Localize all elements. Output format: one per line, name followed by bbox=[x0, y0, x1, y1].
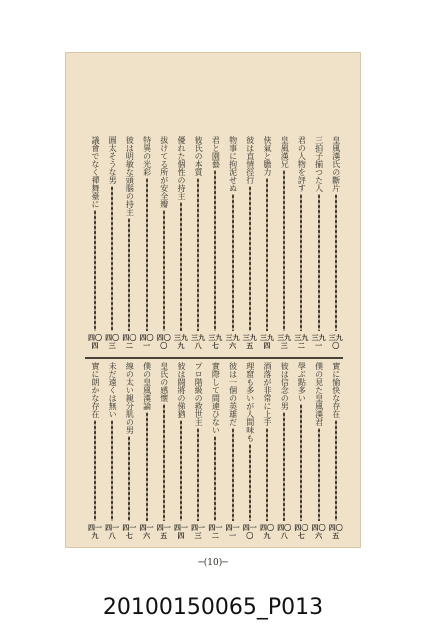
leader-dots bbox=[318, 194, 320, 331]
toc-entry-title: 皇風漢兄 bbox=[280, 136, 290, 168]
leader-dots bbox=[214, 170, 216, 331]
toc-entry-page: 四〇七 bbox=[294, 523, 309, 540]
leader-dots bbox=[283, 412, 285, 521]
toc-entry-title: 僕の見た皇風漢君 bbox=[314, 362, 324, 426]
toc-entry-page: 四〇五 bbox=[328, 523, 343, 540]
toc-entry-title: 拔けてる所が安全瓣 bbox=[159, 136, 169, 208]
toc-entry-page: 三九四 bbox=[259, 333, 274, 350]
toc-entry-page: 三九三 bbox=[277, 333, 292, 350]
toc-entry bbox=[85, 136, 102, 350]
leader-dots bbox=[335, 420, 337, 521]
toc-entry bbox=[291, 136, 308, 350]
toc-entry-page: 三九〇 bbox=[328, 333, 343, 350]
toc-entry bbox=[85, 362, 102, 540]
toc-entry-title: 彼は信念の男 bbox=[280, 362, 290, 410]
toc-entry-page: 四一一 bbox=[225, 523, 240, 540]
leader-dots bbox=[232, 194, 234, 331]
toc-entry-title: 未だ遠くは無い bbox=[108, 362, 118, 418]
toc-entry-title: 君と園藝 bbox=[211, 136, 221, 168]
leader-dots bbox=[128, 436, 130, 521]
toc-entry-title: 彼は明敏な頭腦の持主 bbox=[125, 136, 135, 216]
leader-dots bbox=[318, 428, 320, 521]
leader-dots bbox=[180, 202, 182, 331]
leader-dots bbox=[111, 186, 113, 331]
leader-dots bbox=[300, 194, 302, 331]
toc-entry-page: 四一〇 bbox=[242, 523, 257, 540]
toc-entry-title: 皇風漢氏の斷片 bbox=[331, 136, 341, 192]
section-divider bbox=[85, 357, 343, 359]
leader-dots bbox=[180, 420, 182, 521]
leader-dots bbox=[163, 404, 165, 521]
toc-entry-title: 酒落が非常に上手 bbox=[262, 362, 272, 426]
page-number: ─(10)─ bbox=[198, 558, 228, 568]
toc-entry-title: 僕の皇風漢論 bbox=[142, 362, 152, 410]
toc-entry-page: 三九七 bbox=[208, 333, 223, 350]
leader-dots bbox=[146, 178, 148, 331]
toc-entry-title: 圓太そうな男 bbox=[108, 136, 118, 184]
toc-entry-title: 皇氏の感懷 bbox=[159, 362, 169, 402]
toc-entry-title: 實に朗かな存在 bbox=[90, 362, 100, 418]
toc-entry-page: 四〇四 bbox=[87, 333, 102, 350]
toc-entry-title: 線の太い親分肌の男 bbox=[125, 362, 135, 434]
toc-entry-title: 優れた個性の持主 bbox=[176, 136, 186, 200]
leader-dots bbox=[197, 428, 199, 521]
leader-dots bbox=[232, 428, 234, 521]
toc-entry-page: 四一二 bbox=[208, 523, 223, 540]
leader-dots bbox=[249, 444, 251, 521]
document-page bbox=[65, 52, 361, 568]
leader-dots bbox=[94, 420, 96, 521]
toc-entry-page: 四〇九 bbox=[259, 523, 274, 540]
toc-entry-title: 彼は闘將の俤猶 bbox=[176, 362, 186, 418]
toc-entry-page: 四一九 bbox=[87, 523, 102, 540]
leader-dots bbox=[214, 436, 216, 521]
toc-entry-title: 學ぶ點多い bbox=[297, 362, 307, 402]
leader-dots bbox=[146, 412, 148, 521]
leader-dots bbox=[128, 218, 130, 331]
leader-dots bbox=[300, 404, 302, 521]
toc-entry-title: 彼は一個の英雄だ bbox=[228, 362, 238, 426]
toc-entry-page: 四〇二 bbox=[122, 333, 137, 350]
leader-dots bbox=[197, 178, 199, 331]
toc-entry-page: 四一六 bbox=[139, 523, 154, 540]
toc-section-lower bbox=[85, 362, 343, 540]
toc-entry-page: 四〇〇 bbox=[156, 333, 171, 350]
toc-entry-title: 彼は直情徑行 bbox=[245, 136, 255, 184]
leader-dots bbox=[163, 210, 165, 331]
toc-entry-page: 四一五 bbox=[156, 523, 171, 540]
toc-entry-title: 三拍子揃つた人 bbox=[314, 136, 324, 192]
leader-dots bbox=[335, 194, 337, 331]
toc-entry-page: 四〇八 bbox=[277, 523, 292, 540]
toc-entry-page: 三九九 bbox=[173, 333, 188, 350]
toc-entry-title: 實際して間違ひない bbox=[211, 362, 221, 434]
leader-dots bbox=[266, 428, 268, 521]
leader-dots bbox=[266, 178, 268, 331]
toc-entry-title: 君の人物を評す bbox=[297, 136, 307, 192]
leader-dots bbox=[249, 186, 251, 331]
toc-entry-page: 四〇三 bbox=[105, 333, 120, 350]
toc-entry-title: 物事に拘泥せぬ bbox=[228, 136, 238, 192]
leader-dots bbox=[111, 420, 113, 521]
toc-entry-page: 四〇一 bbox=[139, 333, 154, 350]
leader-dots bbox=[283, 170, 285, 331]
toc-entry-page: 三九六 bbox=[225, 333, 240, 350]
toc-entry-page: 三九二 bbox=[294, 333, 309, 350]
toc-entry-page: 四〇六 bbox=[311, 523, 326, 540]
archive-id-caption: 20100150065_P013 bbox=[102, 595, 324, 620]
toc-entry-page: 三九八 bbox=[191, 333, 206, 350]
toc-entry-title: 議會でなく禪舞臺に bbox=[90, 136, 100, 208]
leader-dots bbox=[94, 210, 96, 331]
toc-entry-page: 四一七 bbox=[122, 523, 137, 540]
toc-section-upper bbox=[85, 136, 343, 350]
toc-entry-page: 四一三 bbox=[191, 523, 206, 540]
toc-entry-title: 理窟も多いが人間味も bbox=[245, 362, 255, 442]
toc-entry-title: 俠氣と膽力 bbox=[262, 136, 272, 176]
toc-entry bbox=[223, 136, 240, 350]
toc-entry-page: 四一四 bbox=[173, 523, 188, 540]
toc-entry-title: 彼氏の本質 bbox=[194, 136, 204, 176]
toc-entry-title: 特異の光彩 bbox=[142, 136, 152, 176]
toc-entry-title: プロ階級の救世主 bbox=[194, 362, 204, 426]
toc-entry-title: 實に愉快な存在 bbox=[331, 362, 341, 418]
toc-entry-page: 三九一 bbox=[311, 333, 326, 350]
toc-entry-page: 四一八 bbox=[105, 523, 120, 540]
toc-entry-page: 三九五 bbox=[242, 333, 257, 350]
